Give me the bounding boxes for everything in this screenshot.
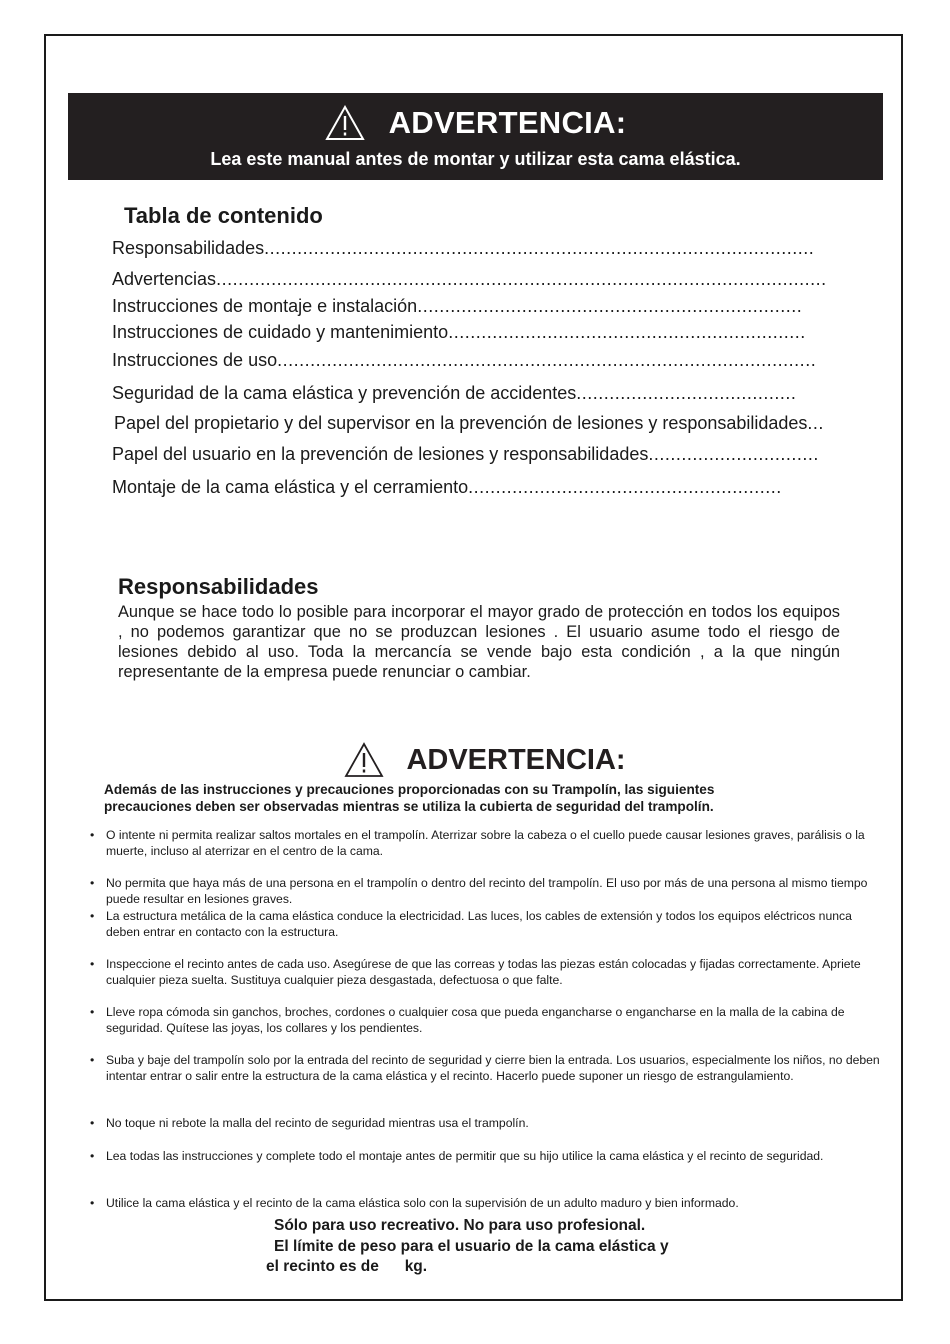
warning-header [0, 742, 950, 778]
responsibilities-heading: Responsabilidades [118, 574, 319, 599]
warning-triangle-icon [325, 105, 365, 141]
toc-item: Instrucciones de uso .................................................................................................. [112, 350, 817, 370]
toc-item: Papel del propietario y del supervisor en la prevención de lesiones y responsabilidades ... [114, 413, 824, 433]
usage-notice-line: Sólo para uso recreativo. No para uso profesional. [274, 1217, 646, 1234]
toc-item: Responsabilidades .................................................................................................... [112, 238, 815, 258]
toc-item: Seguridad de la cama elástica y prevención de accidentes ........................................ [112, 383, 797, 403]
warning-bullet: • No toque ni rebote la malla del recinto de seguridad mientras usa el trampolín. [90, 1116, 529, 1130]
warning-bullet: • Lea todas las instrucciones y complete todo el montaje antes de permitir que su hijo utilice la cama elástica y el recinto de seguridad. [90, 1149, 824, 1163]
toc-item: Advertencias ............................................................................................................... [112, 269, 827, 289]
toc-item: Instrucciones de cuidado y mantenimiento ................................................................. [112, 322, 806, 342]
warning-bullet: • O intente ni permita realizar saltos mortales en el trampolín. Aterrizar sobre la cabeza o el cuello puede causar lesiones graves, parálisis o la muerte, incluso al aterrizar en el centro de la cama. [90, 828, 865, 858]
warning-bullet: • No permita que haya más de una persona en el trampolín o dentro del recinto del trampolín. El uso por más de una persona al mismo tiempo puede resultar en lesiones graves. [90, 876, 868, 906]
toc-item: Montaje de la cama elástica y el cerramiento ......................................................... [112, 477, 782, 497]
warning-bullet: • La estructura metálica de la cama elástica conduce la electricidad. Las luces, los cables de extensión y todos los equipos eléctricos nunca deben entrar en contacto con la estructura. [90, 909, 852, 939]
warning-bullet: • Lleve ropa cómoda sin ganchos, broches, cordones o cualquier cosa que pueda engancharse o engancharse en la malla de la cabina de seguridad. Quítese las joyas, los collares y los pendientes. [90, 1005, 845, 1035]
banner-title: ADVERTENCIA: [388, 105, 627, 140]
weight-limit-line: el recinto es de kg. [266, 1258, 428, 1275]
toc-item: Instrucciones de montaje e instalación ...................................................................... [112, 296, 803, 316]
warning-bullet: • Suba y baje del trampolín solo por la entrada del recinto de seguridad y cierre bien la entrada. Los usuarios, especialmente los niños, no deben intentar entrar o salir entre la estructura de la cama elástica y el recinto. Hacerlo puede suponer un riesgo de estrangulamiento. [90, 1053, 880, 1083]
responsibilities-body: Aunque se hace todo lo posible para incorporar el mayor grado de protección en todos los equipos , no podemos garantizar que no se produzcan lesiones . El usuario asume todo el riesgo de lesiones debido al uso. Toda la mercancía se vende bajo esta condición , a la que ningún representante de la empresa puede renunciar o cambiar. [118, 603, 840, 681]
banner-subtitle: Lea este manual antes de montar y utilizar esta cama elástica. [210, 149, 741, 169]
warning-bullet: • Inspeccione el recinto antes de cada uso. Asegúrese de que las correas y todas las piezas están colocadas y fijadas correctamente. Apriete cualquier pieza suelta. Sustituya cualquier pieza desgastada, defectuosa o que falte. [90, 957, 861, 987]
toc-heading: Tabla de contenido [124, 203, 323, 228]
warning-banner [68, 93, 883, 180]
warning-intro: Además de las instrucciones y precauciones proporcionadas con su Trampolín, las siguientes precauciones deben ser observadas mientras se utiliza la cubierta de seguridad del trampolín. [104, 782, 715, 814]
warning-triangle-icon [344, 742, 384, 778]
warning-title: ADVERTENCIA: [406, 743, 626, 776]
toc-item: Papel del usuario en la prevención de lesiones y responsabilidades ............................... [112, 444, 819, 464]
warning-bullet: • Utilice la cama elástica y el recinto de la cama elástica solo con la supervisión de un adulto maduro y bien informado. [90, 1196, 739, 1210]
usage-notice-line: El límite de peso para el usuario de la cama elástica y [274, 1238, 669, 1255]
